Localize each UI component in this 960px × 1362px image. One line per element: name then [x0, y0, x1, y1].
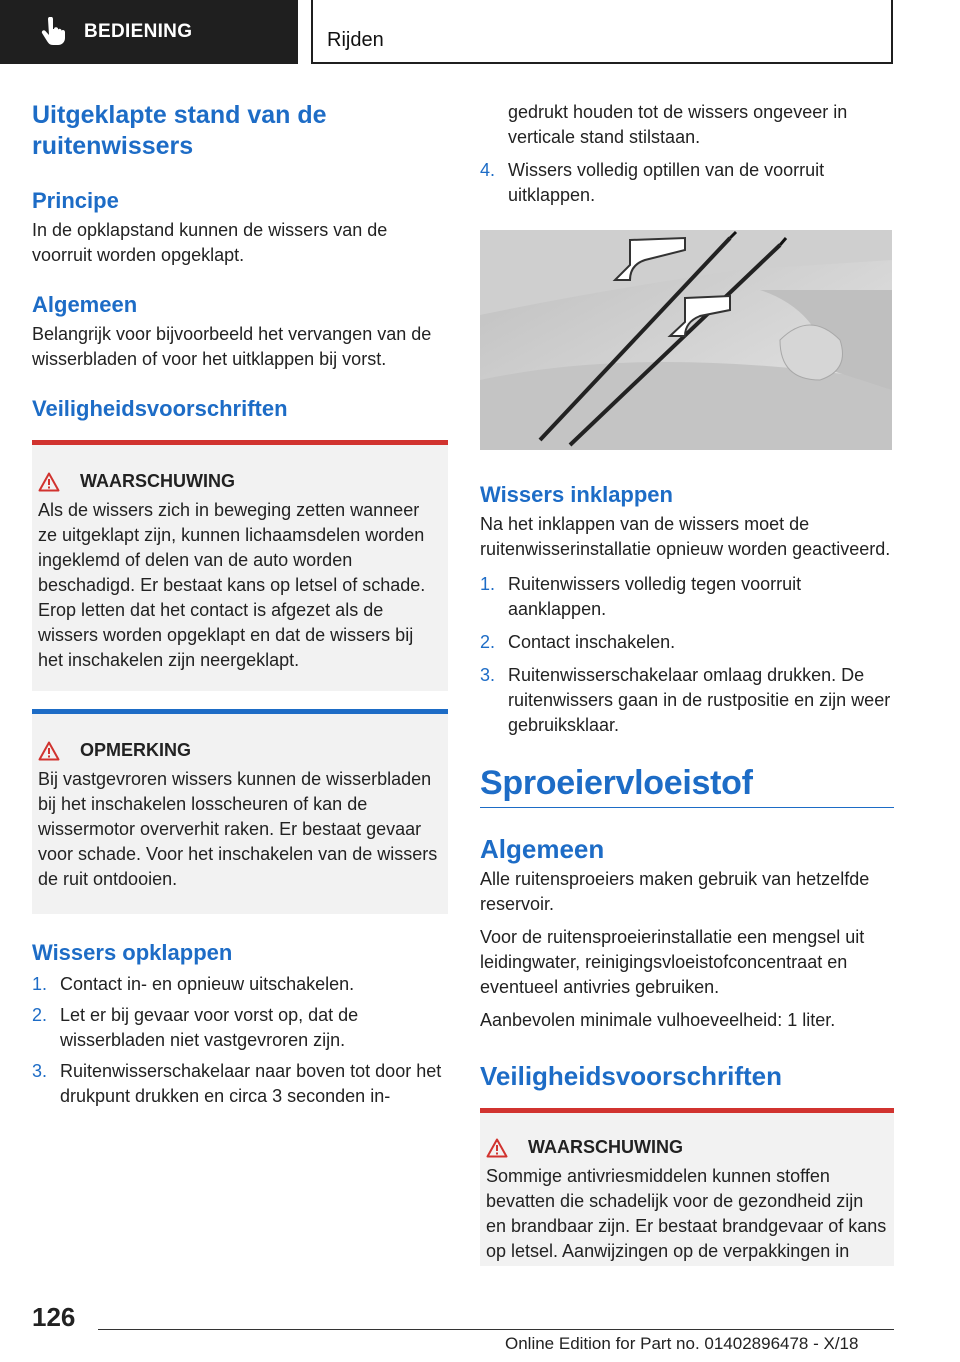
- section-title: Uitgeklapte stand van de ruitenwissers: [32, 101, 327, 160]
- list-item: 3. Ruitenwisserschakelaar omlaag drukken. De ruitenwissers gaan in de rustpositie en zijn weer gebruiksklaar.: [480, 665, 891, 735]
- right-column: [480, 100, 894, 1266]
- wiper-drawing: [480, 230, 892, 450]
- veiligheid2-heading: Veiligheidsvoorschriften: [480, 1061, 782, 1091]
- warning-triangle-icon: [38, 741, 60, 761]
- warning2-header: [486, 1137, 888, 1158]
- principe-heading: Principe: [32, 188, 119, 213]
- algemeen2-text-1: Alle ruitensproeiers maken gebruik van hetzelfde reservoir.: [480, 869, 870, 914]
- veiligheid-heading: Veiligheidsvoorschriften: [32, 396, 288, 421]
- warning-header: [38, 471, 442, 492]
- sproei-title: Sproeiervloeistof: [480, 764, 753, 802]
- warning2-label: WAARSCHUWING: [528, 1137, 683, 1157]
- sproei-title-block: [480, 764, 894, 808]
- algemeen-heading: Algemeen: [32, 292, 138, 317]
- algemeen2-heading: Algemeen: [480, 834, 605, 864]
- footer-divider: [98, 1329, 894, 1330]
- warning2-text: Sommige antivriesmiddelen kunnen stoffen bevatten die schadelijk voor de gezondheid zijn en brandbaar zijn. Er bestaat brandgevaar of kans op letsel. Aanwijzingen op de verpakkingen in: [486, 1166, 887, 1261]
- algemeen2-text-3: Aanbevolen minimale vulhoeveelheid: 1 liter.: [480, 1010, 836, 1030]
- warning-box-2: [480, 1108, 894, 1266]
- algemeen-text: Belangrijk voor bijvoorbeeld het vervangen van de wisserbladen of voor het uitklappen bij vorst.: [32, 324, 432, 369]
- principe-text: In de opklapstand kunnen de wissers van de voorruit worden opgeklapt.: [32, 220, 388, 265]
- opklappen-steps: [32, 972, 448, 1109]
- page-number: 126: [32, 1302, 76, 1332]
- inklappen-text: Na het inklappen van de wissers moet de ruitenwisserinstallatie opnieuw worden geactiveerd.: [480, 514, 891, 559]
- note-box: [32, 709, 448, 914]
- hand-pointer-icon: [40, 17, 66, 47]
- step-four: [480, 158, 894, 208]
- edition-text: Online Edition for Part no. 01402896478 - X/18: [505, 1334, 859, 1353]
- opklappen-heading: Wissers opklappen: [32, 940, 233, 965]
- chapter-header: [311, 0, 893, 64]
- warning-label: WAARSCHUWING: [80, 471, 235, 491]
- chapter-title: Rijden: [327, 29, 384, 51]
- warning-triangle-icon: [486, 1138, 508, 1158]
- note-label: OPMERKING: [80, 740, 192, 760]
- algemeen2-text-2: Voor de ruitensproeierinstallatie een mengsel uit leidingwater, reinigingsvloeistofconcentraat en eventueel antivries gebruiken.: [480, 927, 865, 997]
- continued-text: gedrukt houden tot de wissers ongeveer in verticale stand stilstaan.: [508, 102, 848, 147]
- warning-box: [32, 440, 448, 691]
- list-item: 3. Ruitenwisserschakelaar naar boven tot door het drukpunt drukken en circa 3 seconden in-: [32, 1061, 442, 1106]
- warning-text: Als de wissers zich in beweging zetten wanneer ze uitgeklapt zijn, kunnen lichaamsdelen worden ingeklemd of delen van de auto worden beschadigd. Er bestaat kans op letsel of schade. Erop letten dat het contact is afgezet als de wissers worden opgeklapt en dat de wissers bij het inschakelen zijn neergeklapt.: [38, 500, 426, 670]
- inklappen-steps: [480, 572, 894, 738]
- section-label: BEDIENING: [84, 21, 193, 42]
- wiper-illustration: [480, 230, 892, 450]
- list-item: 1. Contact in- en opnieuw uitschakelen.: [32, 974, 355, 994]
- list-item: 4. Wissers volledig optillen van de voorruit uitklappen.: [480, 160, 825, 205]
- note-header: [38, 740, 442, 761]
- note-text: Bij vastgevroren wissers kunnen de wisserbladen bij het inschakelen losscheuren of kan de wissermotor oververhit raken. Er bestaat gevaar voor schade. Voor het inschakelen van de wissers de ruit ontdooien.: [38, 769, 438, 889]
- list-item: 2. Contact inschakelen.: [480, 632, 676, 652]
- warning-triangle-icon: [38, 472, 60, 492]
- inklappen-heading: Wissers inklappen: [480, 482, 673, 507]
- section-tab: [0, 0, 298, 64]
- left-column: [32, 100, 448, 1109]
- list-item: 1. Ruitenwissers volledig tegen voorruit aanklappen.: [480, 574, 802, 619]
- list-item: 2. Let er bij gevaar voor vorst op, dat de wisserbladen niet vastgevroren zijn.: [32, 1005, 359, 1050]
